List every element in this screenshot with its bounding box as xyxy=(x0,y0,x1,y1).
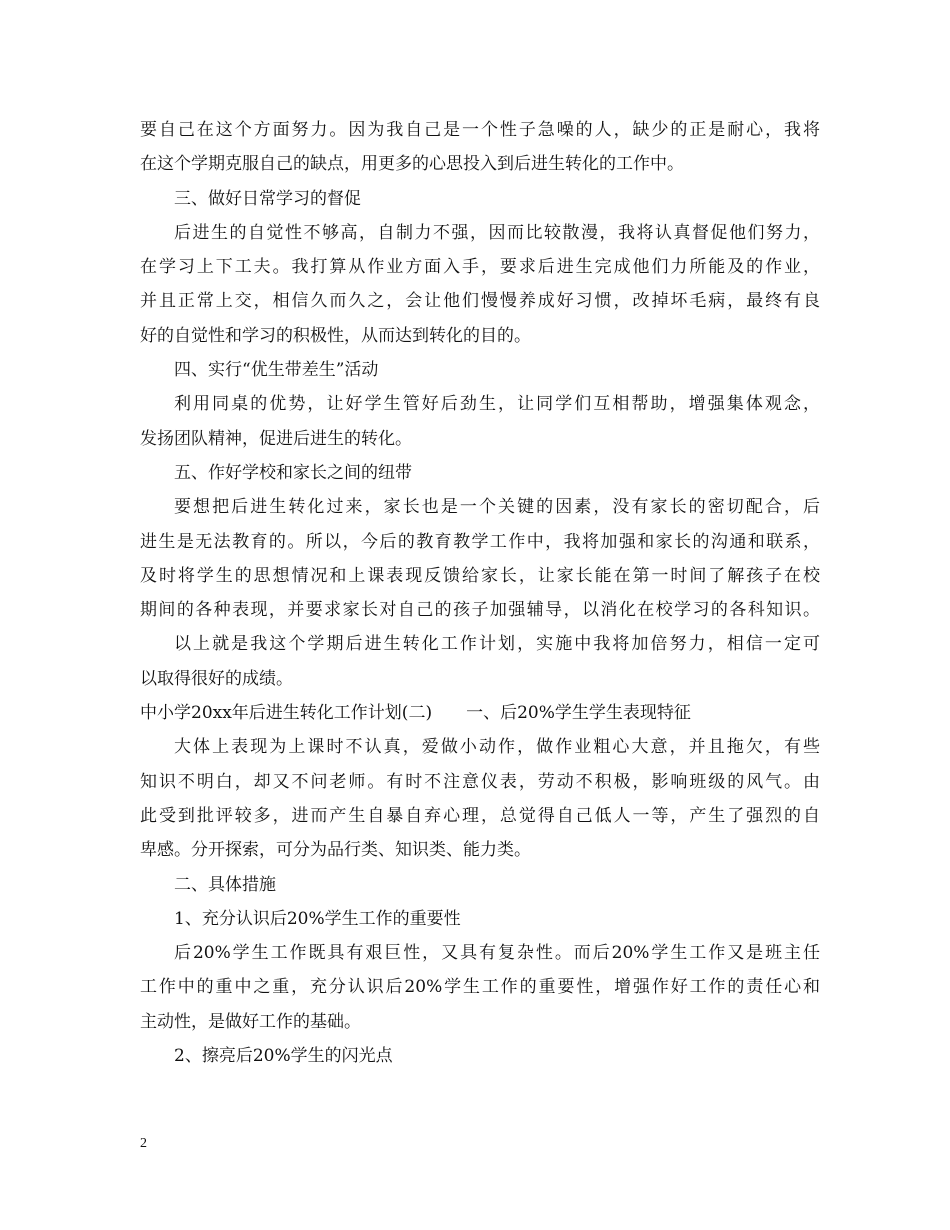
text-line: 进生是无法教育的。所以，今后的教育教学工作中，我将加强和家长的沟通和联系， xyxy=(140,531,820,552)
text-line: 1、充分认识后20%学生工作的重要性 xyxy=(174,908,461,929)
text-line: 利用同桌的优势，让好学生管好后劲生，让同学们互相帮助，增强集体观念， xyxy=(174,394,820,415)
text-line: 要自己在这个方面努力。因为我自己是一个性子急噪的人，缺少的正是耐心，我将 xyxy=(140,120,820,140)
text-line: 五、作好学校和家长之间的纽带 xyxy=(174,462,412,483)
text-line: 知识不明白，却又不问老师。有时不注意仪表，劳动不积极，影响班级的风气。由 xyxy=(140,771,820,792)
text-line: 主动性，是做好工作的基础。 xyxy=(140,1011,361,1032)
text-line: 及时将学生的思想情况和上课表现反馈给家长，让家长能在第一时间了解孩子在校 xyxy=(140,565,820,586)
text-line: 后20%学生工作既具有艰巨性，又具有复杂性。而后20%学生工作又是班主任 xyxy=(174,943,820,964)
text-line: 好的自觉性和学习的积极性，从而达到转化的目的。 xyxy=(140,325,531,346)
text-line: 以上就是我这个学期后进生转化工作计划，实施中我将加倍努力，相信一定可 xyxy=(174,634,820,655)
text-line: 期间的各种表现，并要求家长对自己的孩子加强辅导，以消化在校学习的各科知识。 xyxy=(140,600,820,621)
text-line: 后进生的自觉性不够高，自制力不强，因而比较散漫，我将认真督促他们努力， xyxy=(174,222,820,243)
text-line: 在学习上下工夫。我打算从作业方面入手，要求后进生完成他们力所能及的作业， xyxy=(140,257,820,278)
text-line: 三、做好日常学习的督促 xyxy=(174,188,361,209)
text-line: 发扬团队精神，促进后进生的转化。 xyxy=(140,428,412,449)
text-line: 工作中的重中之重，充分认识后20%学生工作的重要性，增强作好工作的责任心和 xyxy=(140,977,820,998)
page-number: 2 xyxy=(140,1136,147,1151)
text-line: 卑感。分开探索，可分为品行类、知识类、能力类。 xyxy=(140,840,531,861)
text-line: 以取得很好的成绩。 xyxy=(140,668,293,689)
text-line: 大体上表现为上课时不认真，爱做小动作，做作业粗心大意，并且拖欠，有些 xyxy=(174,737,820,758)
document-body xyxy=(140,113,820,1073)
text-line: 中小学20xx年后进生转化工作计划(二) 一、后20%学生学生表现特征 xyxy=(140,703,691,724)
text-line: 四、实行“优生带差生”活动 xyxy=(174,360,379,381)
text-line: 2、擦亮后20%学生的闪光点 xyxy=(174,1046,393,1067)
text-line: 此受到批评较多，进而产生自暴自弃心理，总觉得自己低人一等，产生了强烈的自 xyxy=(140,805,820,826)
text-line: 在这个学期克服自己的缺点，用更多的心思投入到后进生转化的工作中。 xyxy=(140,154,684,175)
text-line: 并且正常上交，相信久而久之，会让他们慢慢养成好习惯，改掉坏毛病，最终有良 xyxy=(140,291,820,312)
text-line: 二、具体措施 xyxy=(174,874,276,895)
text-line: 要想把后进生转化过来，家长也是一个关键的因素，没有家长的密切配合，后 xyxy=(174,497,820,518)
